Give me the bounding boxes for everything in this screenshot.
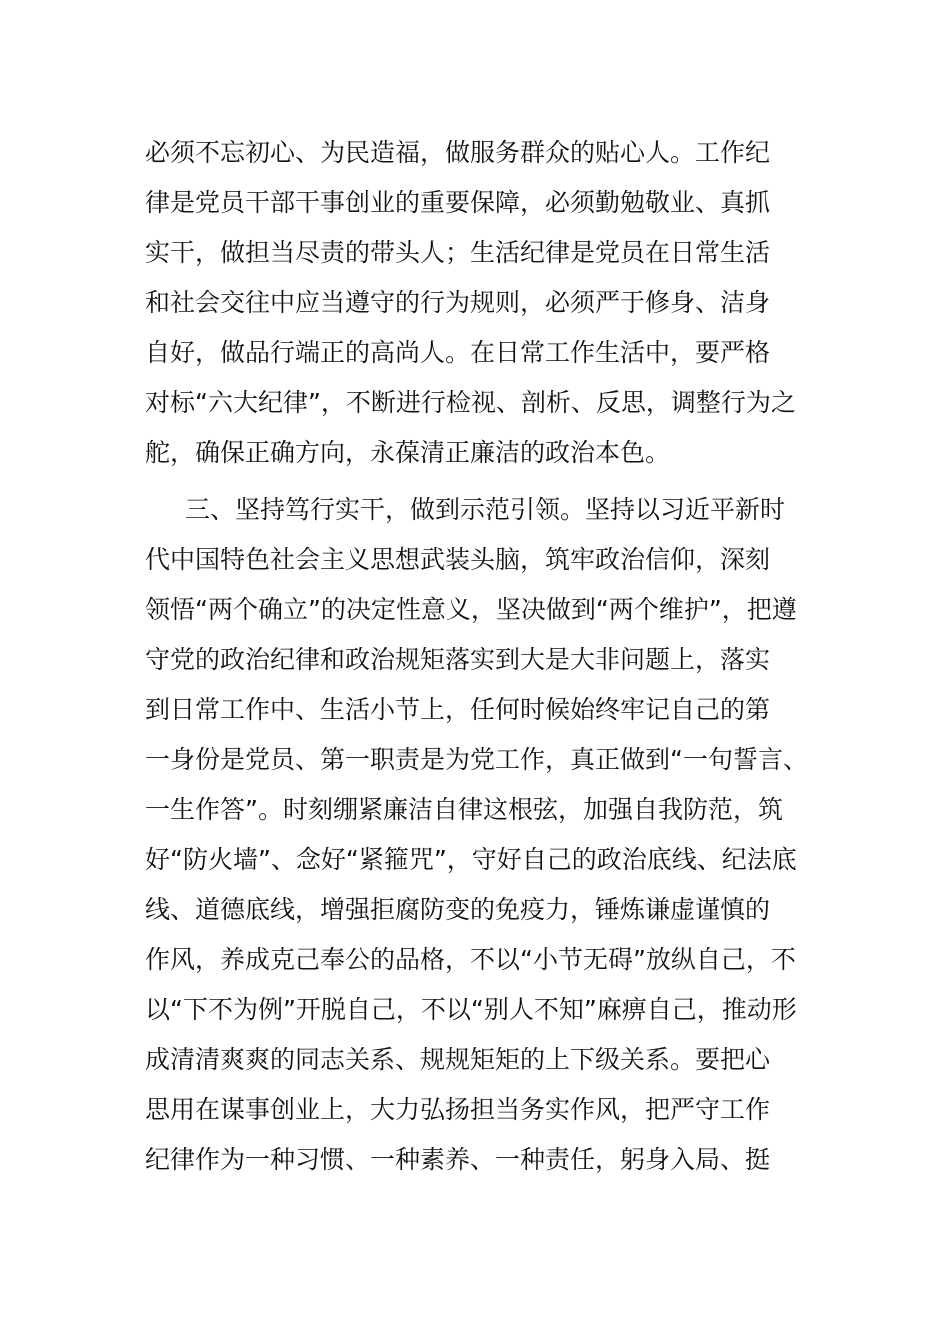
text-line: 代中国特色社会主义思想武装头脑，筑牢政治信仰，深刻 <box>145 545 771 574</box>
text-line: 到日常工作中、生活小节上，任何时候始终牢记自己的第 <box>145 695 771 724</box>
text-line: 和社会交往中应当遵守的行为规则，必须严于修身、洁身 <box>145 288 771 317</box>
text-line: 律是党员干部干事创业的重要保障，必须勤勉敬业、真抓 <box>145 188 771 217</box>
text-line: 守党的政治纪律和政治规矩落实到大是大非问题上，落实 <box>145 645 771 674</box>
text-line: 对标“六大纪律”，不断进行检视、剖析、反思，调整行为之 <box>145 388 796 417</box>
text-line: 成清清爽爽的同志关系、规规矩矩的上下级关系。要把心 <box>145 1045 771 1074</box>
text-line: 舵，确保正确方向，永葆清正廉洁的政治本色。 <box>145 438 671 467</box>
text-line: 实干，做担当尽责的带头人；生活纪律是党员在日常生活 <box>145 238 771 267</box>
text-line: 作风，养成克己奉公的品格，不以“小节无碍”放纵自己，不 <box>145 945 796 974</box>
paragraph-continuation <box>145 128 825 478</box>
paragraph-section-three <box>145 485 825 1185</box>
text-line: 一生作答”。时刻绷紧廉洁自律这根弦，加强自我防范，筑 <box>145 795 783 824</box>
text-line: 线、道德底线，增强拒腐防变的免疫力，锤炼谦虚谨慎的 <box>145 895 771 924</box>
text-line: 思用在谋事创业上，大力弘扬担当务实作风，把严守工作 <box>145 1095 771 1124</box>
text-line: 领悟“两个确立”的决定性意义，坚决做到“两个维护”，把遵 <box>145 595 797 624</box>
text-line: 一身份是党员、第一职责是为党工作，真正做到“一句誓言、 <box>145 745 808 774</box>
text-line: 自好，做品行端正的高尚人。在日常工作生活中，要严格 <box>145 338 771 367</box>
text-line: 必须不忘初心、为民造福，做服务群众的贴心人。工作纪 <box>145 138 771 167</box>
text-line: 以“下不为例”开脱自己，不以“别人不知”麻痹自己，推动形 <box>145 995 797 1024</box>
text-line: 好“防火墙”、念好“紧箍咒”，守好自己的政治底线、纪法底 <box>145 845 797 874</box>
text-line: 纪律作为一种习惯、一种素养、一种责任，躬身入局、挺 <box>145 1145 771 1174</box>
text-line-heading: 三、坚持笃行实干，做到示范引领。坚持以习近平新时 <box>185 495 786 524</box>
